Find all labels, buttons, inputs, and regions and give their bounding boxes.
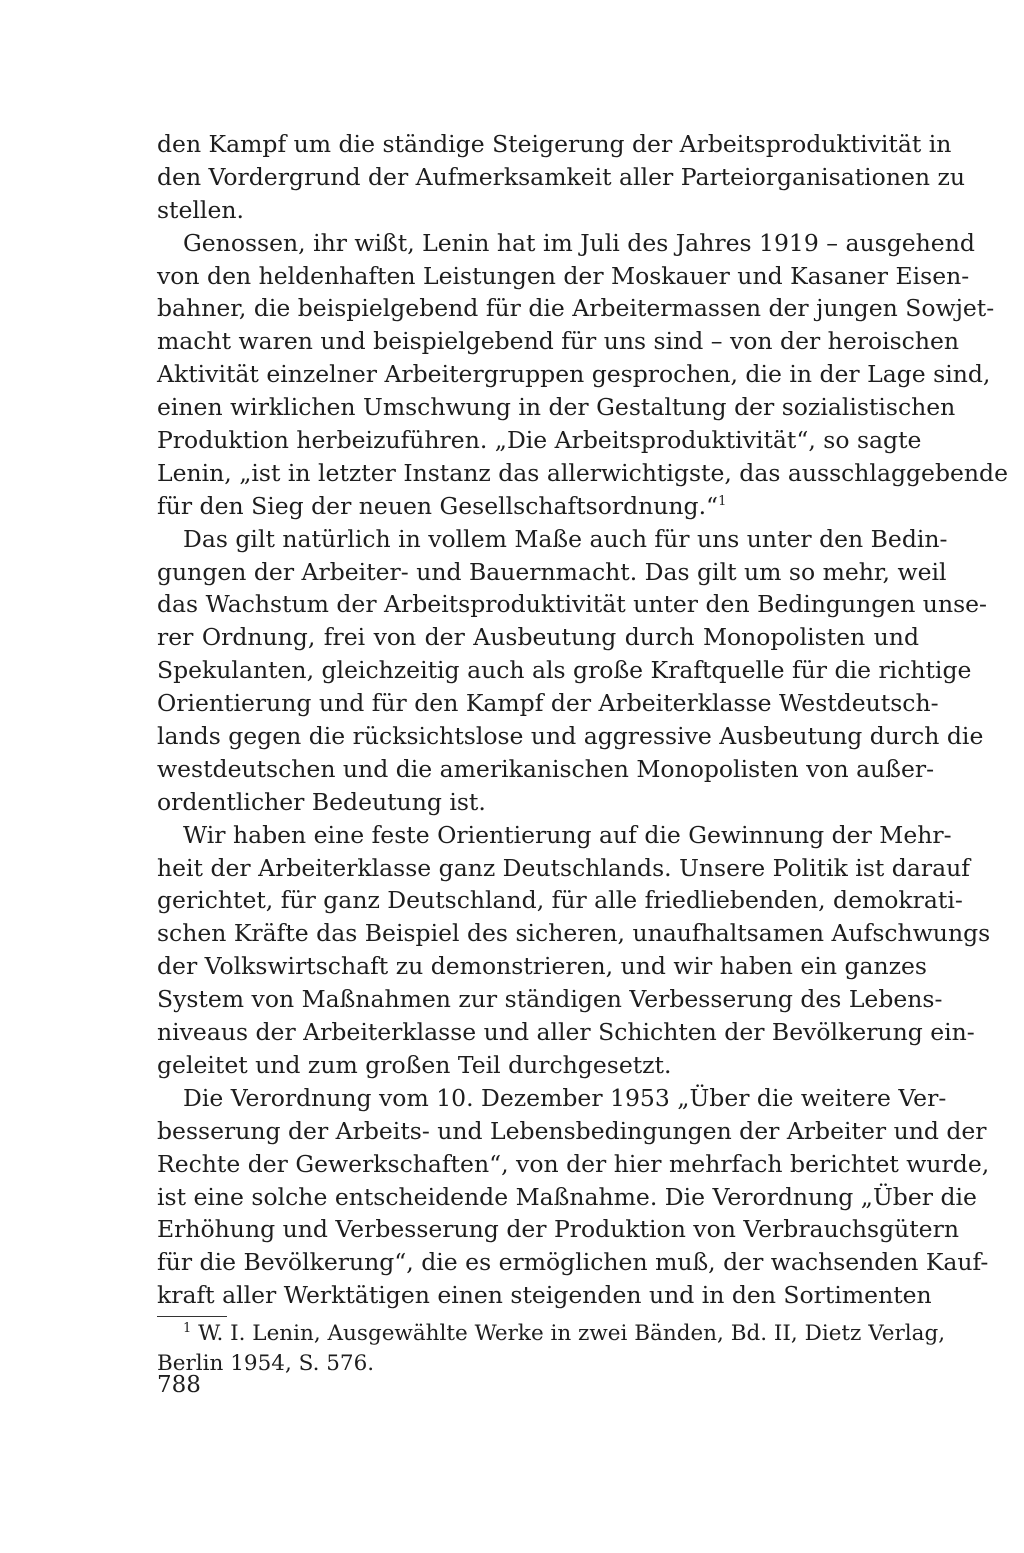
text-line: geleitet und zum großen Teil durchgesetzt. <box>157 1050 672 1079</box>
text-line: gungen der Arbeiter- und Bauernmacht. Das gilt um so mehr, weil <box>157 557 947 586</box>
text-line: Erhöhung und Verbesserung der Produktion von Verbrauchsgütern <box>157 1215 959 1244</box>
text-line: Lenin, „ist in letzter Instanz das allerwichtigste, das ausschlaggebende <box>157 458 1008 487</box>
text-line: den Kampf um die ständige Steigerung der Arbeitsproduktivität in <box>157 130 952 158</box>
text-line: heit der Arbeiterklasse ganz Deutschlands. Unsere Politik ist darauf <box>157 853 970 882</box>
footnote <box>157 1319 946 1379</box>
page-body <box>157 128 1008 1379</box>
text-line: das Wachstum der Arbeitsproduktivität unter den Bedingungen unse- <box>157 590 987 619</box>
text-line: besserung der Arbeits- und Lebensbedingungen der Arbeiter und der <box>157 1116 987 1145</box>
text-line: bahner, die beispielgebend für die Arbeitermassen der jungen Sowjet- <box>157 294 995 323</box>
paragraph <box>157 1082 990 1312</box>
text-line: Produktion herbeizuführen. „Die Arbeitsproduktivität“, so sagte <box>157 426 922 455</box>
text-line: für die Bevölkerung“, die es ermöglichen muß, der wachsenden Kauf- <box>157 1248 989 1277</box>
text-line: niveaus der Arbeiterklasse und aller Schichten der Bevölkerung ein- <box>157 1018 975 1047</box>
footnote-line: Berlin 1954, S. 576. <box>157 1351 375 1377</box>
text-line: den Vordergrund der Aufmerksamkeit aller Parteiorganisationen zu <box>157 162 965 191</box>
text-line: Aktivität einzelner Arbeitergruppen gesprochen, die in der Lage sind, <box>157 360 991 389</box>
text-line: gerichtet, für ganz Deutschland, für alle friedliebenden, demokrati- <box>157 886 963 915</box>
text-line: ist eine solche entscheidende Maßnahme. Die Verordnung „Über die <box>157 1182 977 1211</box>
text-line: der Volkswirtschaft zu demonstrieren, und wir haben ein ganzes <box>157 952 927 981</box>
footnote-marker: 1 <box>183 1320 192 1336</box>
text-line: ordentlicher Bedeutung ist. <box>157 787 486 816</box>
text-line-content: für den Sieg der neuen Gesellschaftsordnung.“ <box>157 491 719 520</box>
text-line: Rechte der Gewerkschaften“, von der hier mehrfach berichtet wurde, <box>157 1149 990 1178</box>
text-line: System von Maßnahmen zur ständigen Verbesserung des Lebens- <box>157 985 943 1014</box>
paragraph <box>157 227 1008 523</box>
text-line: macht waren und beispielgebend für uns sind – von der heroischen <box>157 327 960 356</box>
paragraph <box>157 128 965 227</box>
text-line: stellen. <box>157 195 244 224</box>
text-line <box>157 490 919 523</box>
footnote-rule <box>157 1316 227 1317</box>
text-line: kraft aller Werktätigen einen steigenden und in den Sortimenten <box>157 1281 932 1310</box>
text-line: Wir haben eine feste Orientierung auf die Gewinnung der Mehr- <box>183 820 952 849</box>
footnote-reference: 1 <box>718 493 727 509</box>
footnote-line <box>157 1319 946 1349</box>
text-line: Spekulanten, gleichzeitig auch als große Kraftquelle für die richtige <box>157 656 972 685</box>
footnote-text: W. I. Lenin, Ausgewählte Werke in zwei Bänden, Bd. II, Dietz Verlag, <box>198 1321 946 1347</box>
text-line: westdeutschen und die amerikanischen Monopolisten von außer- <box>157 754 935 783</box>
text-line: lands gegen die rücksichtslose und aggressive Ausbeutung durch die <box>157 722 984 751</box>
text-line: Orientierung und für den Kampf der Arbeiterklasse Westdeutsch- <box>157 689 939 718</box>
text-line: Genossen, ihr wißt, Lenin hat im Juli des Jahres 1919 – ausgehend <box>183 228 975 257</box>
text-line: von den heldenhaften Leistungen der Moskauer und Kasaner Eisen- <box>157 261 970 290</box>
text-line: einen wirklichen Umschwung in der Gestaltung der sozialistischen <box>157 393 956 422</box>
paragraph <box>157 523 987 819</box>
text-line: Die Verordnung vom 10. Dezember 1953 „Über die weitere Ver- <box>183 1083 947 1112</box>
text-line: schen Kräfte das Beispiel des sicheren, unaufhaltsamen Aufschwungs <box>157 919 991 948</box>
text-line: Das gilt natürlich in vollem Maße auch für uns unter den Bedin- <box>183 524 948 553</box>
text-line: rer Ordnung, frei von der Ausbeutung durch Monopolisten und <box>157 623 919 652</box>
page-number: 788 <box>157 1372 201 1398</box>
paragraph <box>157 819 991 1082</box>
